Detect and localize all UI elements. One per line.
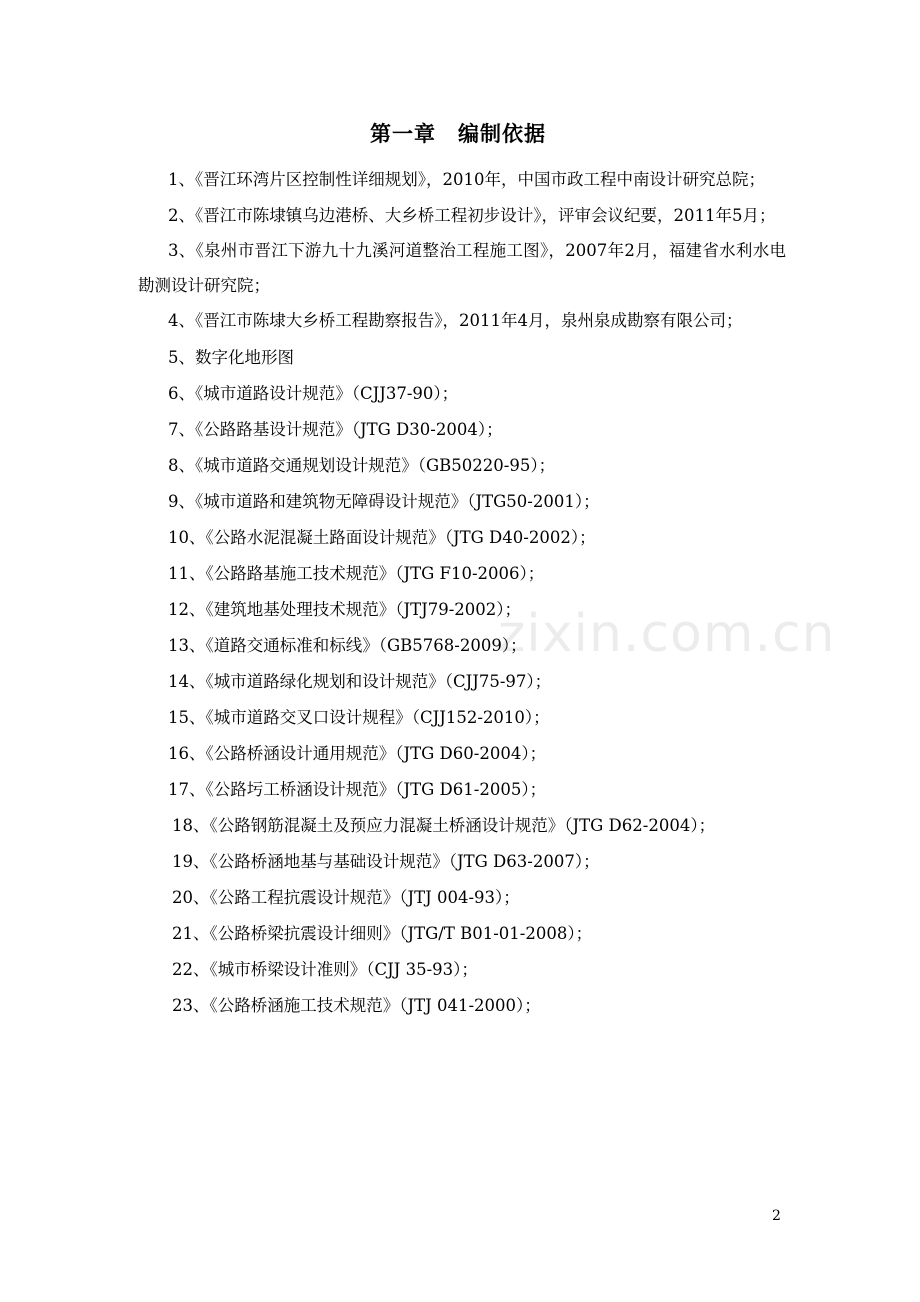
reference-item-16: 16、《公路桥涵设计通用规范》（JTG D60-2004）； <box>168 743 547 763</box>
reference-item-11: 11、《公路路基施工技术规范》（JTG F10-2006）； <box>168 563 545 583</box>
chapter-title: 第一章 编制依据 <box>370 121 546 146</box>
reference-item-15: 15、《城市道路交叉口设计规程》（CJJ152-2010）； <box>168 707 550 727</box>
reference-item-21: 21、《公路桥梁抗震设计细则》（JTG/T B01-01-2008）； <box>172 923 593 943</box>
reference-item-17: 17、《公路圬工桥涵设计规范》（JTG D61-2005）； <box>168 779 547 799</box>
reference-item-2: 2、《晋江市陈埭镇乌边港桥、大乡桥工程初步设计》，评审会议纪要，2011年5月； <box>168 205 776 225</box>
reference-item-9: 9、《城市道路和建筑物无障碍设计规范》（JTG50-2001）； <box>168 491 600 511</box>
watermark-text: zixin.com.cn <box>498 604 836 664</box>
reference-item-23: 23、《公路桥涵施工技术规范》（JTJ 041-2000）； <box>172 995 541 1015</box>
page-number: 2 <box>772 1208 781 1224</box>
reference-item-13: 13、《道路交通标准和标线》（GB5768-2009）； <box>168 635 527 655</box>
reference-item-7: 7、《公路路基设计规范》（JTG D30-2004）； <box>168 419 503 439</box>
reference-item-14: 14、《城市道路绿化规划和设计规范》（CJJ75-97）； <box>168 671 552 691</box>
reference-item-18: 18、《公路钢筋混凝土及预应力混凝土桥涵设计规范》（JTG D62-2004）； <box>172 815 716 835</box>
reference-item-5: 5、数字化地形图 <box>168 347 294 367</box>
reference-item-4: 4、《晋江市陈埭大乡桥工程勘察报告》，2011年4月，泉州泉成勘察有限公司； <box>168 311 743 330</box>
reference-item-10: 10、《公路水泥混凝土路面设计规范》（JTG D40-2002）； <box>168 527 596 547</box>
reference-item-8: 8、《城市道路交通规划设计规范》（GB50220-95）； <box>168 455 556 475</box>
reference-list <box>138 163 786 1024</box>
reference-item-6: 6、《城市道路设计规范》（CJJ37-90）； <box>168 383 459 403</box>
reference-item-20: 20、《公路工程抗震设计规范》（JTJ 004-93）； <box>172 887 520 907</box>
reference-item-22: 22、《城市桥梁设计准则》（CJJ 35-93）； <box>172 959 478 979</box>
reference-item-3: 3、《泉州市晋江下游九十九溪河道整治工程施工图》，2007年2月，福建省水利水电勘测设计研究院； <box>138 241 786 295</box>
reference-item-1: 1、《晋江环湾片区控制性详细规划》，2010年，中国市政工程中南设计研究总院； <box>168 170 765 189</box>
reference-item-12: 12、《建筑地基处理技术规范》（JTJ79-2002）； <box>168 599 522 619</box>
reference-item-19: 19、《公路桥涵地基与基础设计规范》（JTG D63-2007）； <box>172 851 600 871</box>
